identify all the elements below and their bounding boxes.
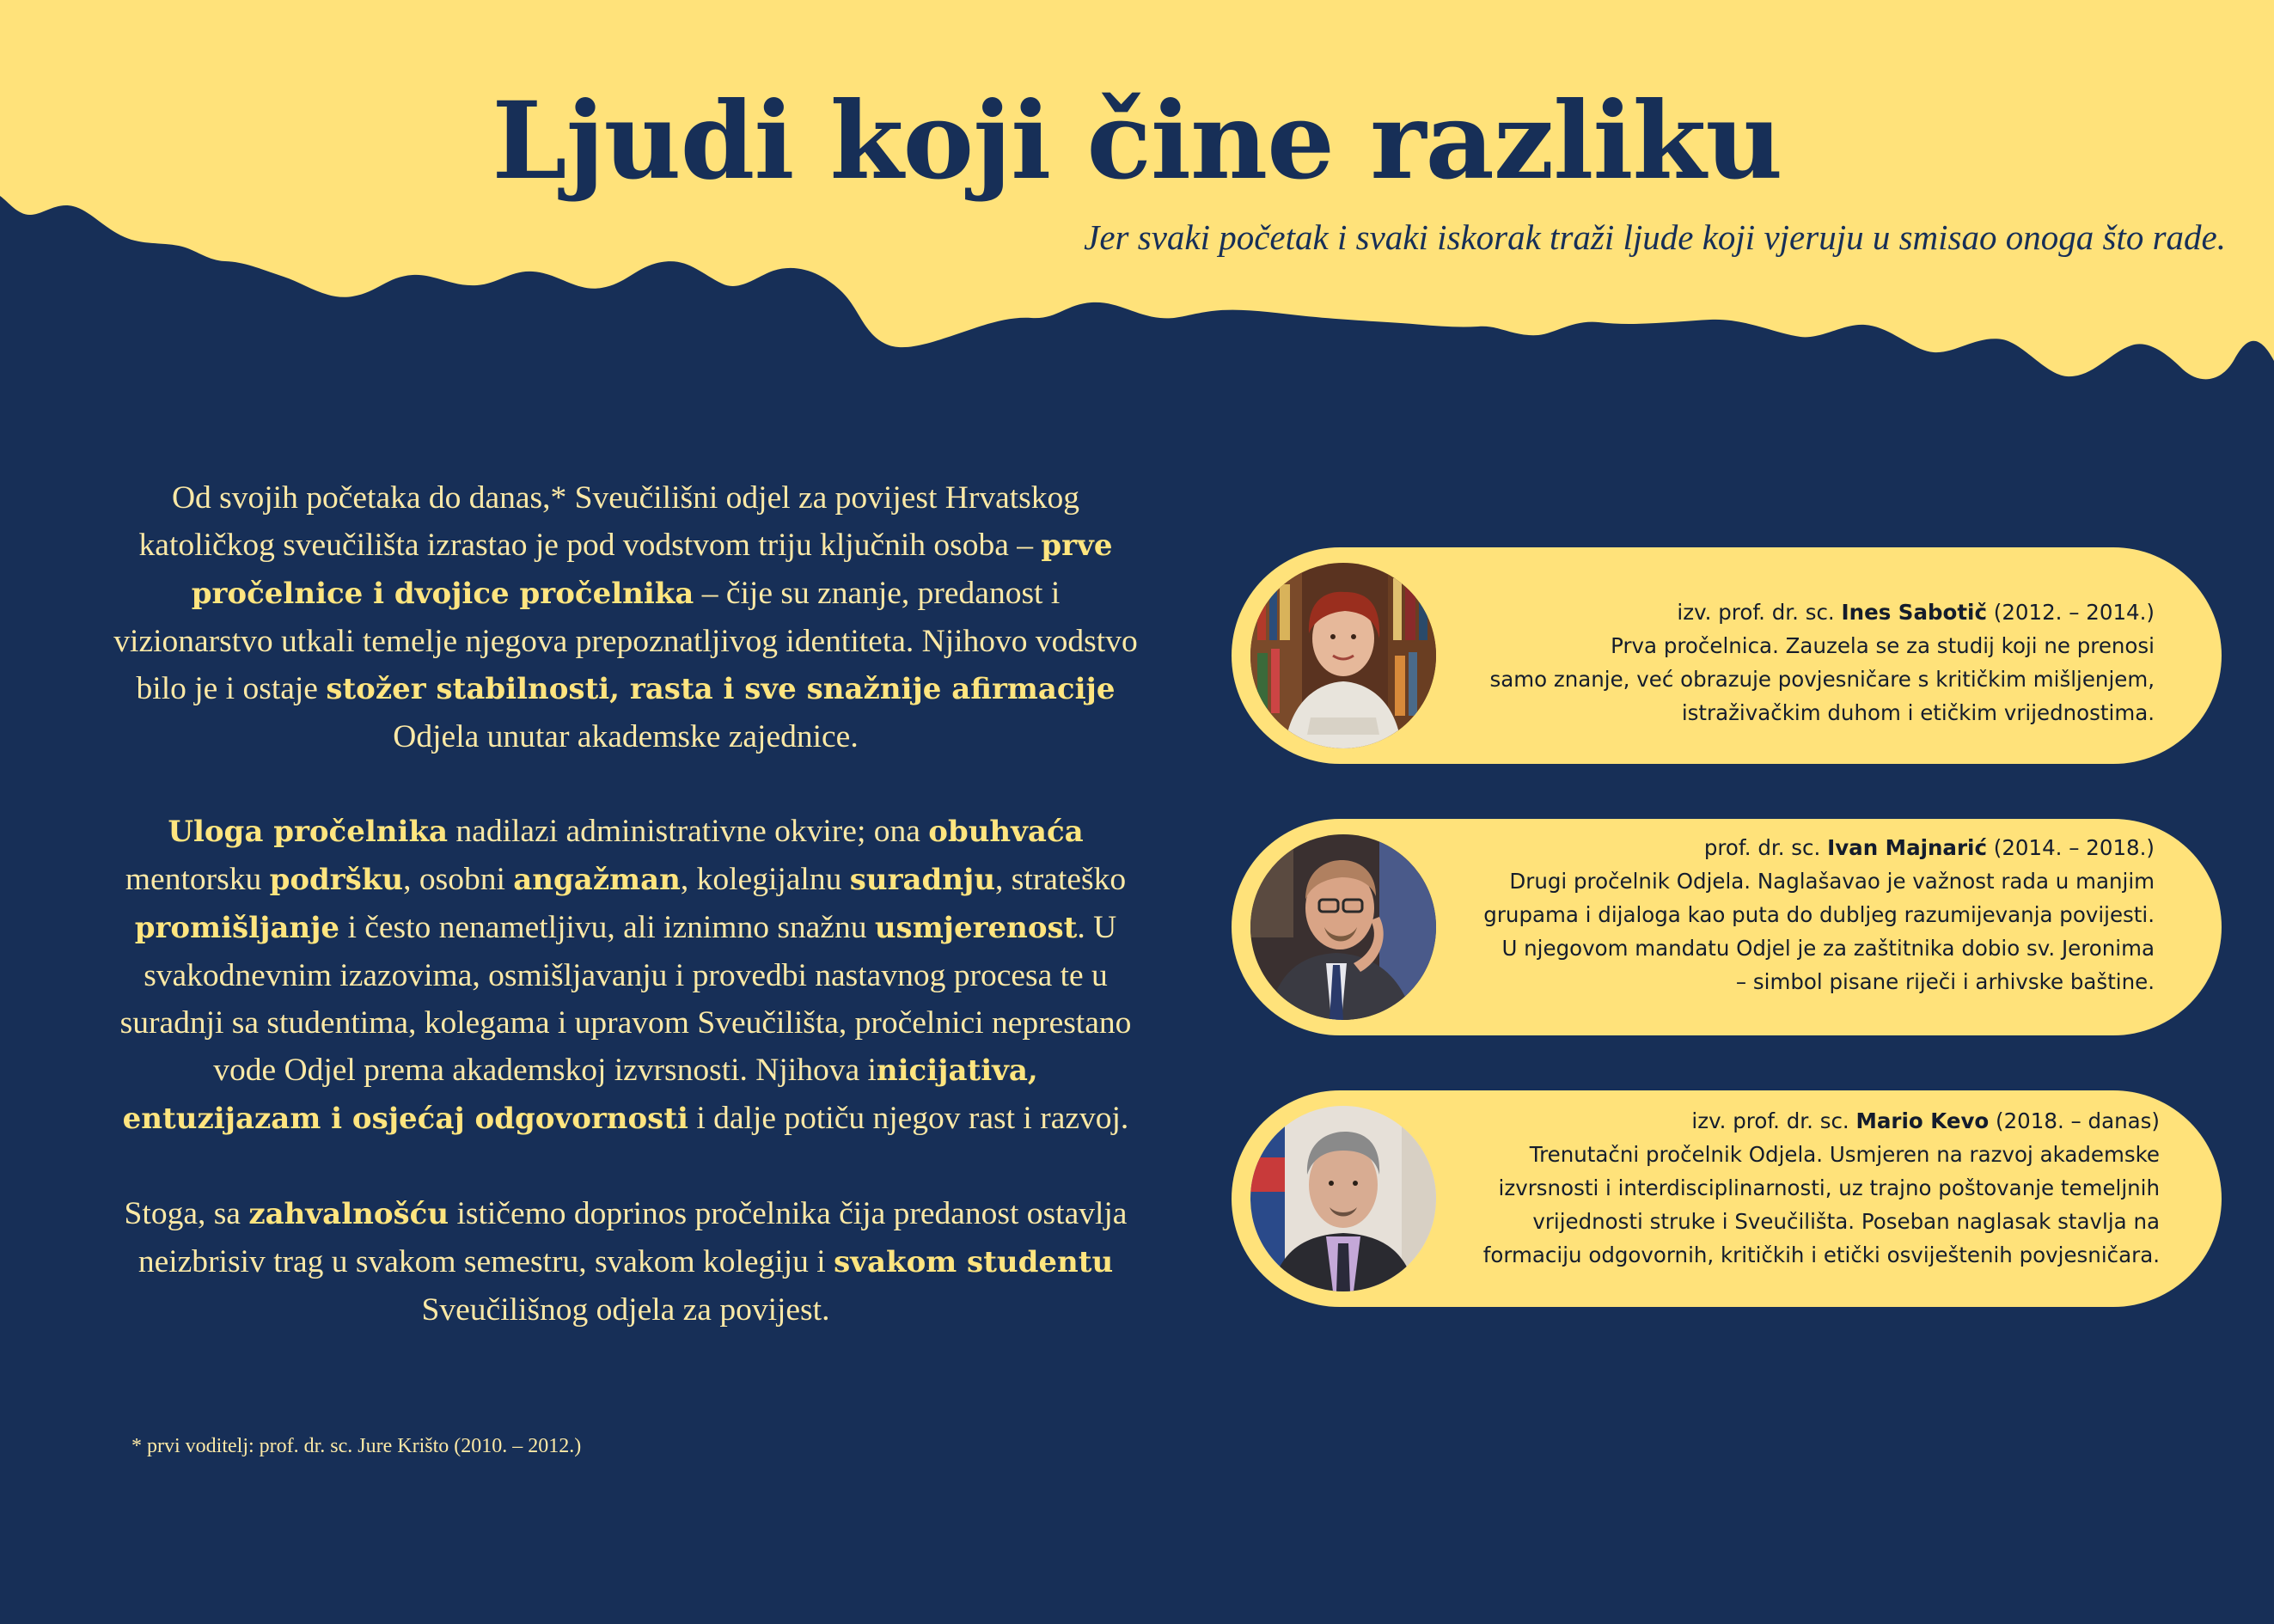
person-info-mario-kevo — [1403, 1104, 2160, 1272]
person-info-ines-sabotic — [1415, 595, 2155, 730]
portrait-ines-sabotic — [1250, 563, 1436, 748]
person-desc-line: istraživačkim duhom i etičkim vrijednostima. — [1681, 700, 2155, 725]
intro-paragraph-2: Uloga pročelnika nadilazi administrativne okvire; ona obuhvaća mentorsku podršku, osobni angažman, kolegijalnu suradnju, strateško promišljanje i često nenametljivu, ali iznimno snažnu usmjerenost. U svakodnevnim izazovima, osmišljavanju i provedbi nastavnog procesa te u suradnji sa studentima, kolegama i upravom Sveučilišta, pročelnici neprestano vode Odjel prema akademskoj izvrsnosti. Njihova inicijativa, entuzijazam i osjećaj odgovornosti i dalje potiču njegov rast i razvoj. — [119, 814, 1132, 1136]
person-desc-line: vrijednosti struke i Sveučilišta. Poseban naglasak stavlja na — [1532, 1209, 2160, 1234]
person-info-ivan-majnaric — [1415, 831, 2155, 998]
person-heading: izv. prof. dr. sc. Ines Sabotič (2012. – 2014.) — [1677, 600, 2155, 625]
person-card-ivan-majnaric — [1232, 819, 2222, 1035]
person-desc-line: izvrsnosti i interdisciplinarnosti, uz trajno poštovanje temeljnih — [1498, 1175, 2160, 1200]
person-desc-line: Prva pročelnica. Zauzela se za studij koji ne prenosi — [1611, 633, 2155, 658]
page-subtitle: Jer svaki početak i svaki iskorak traži ljude koji vjeruju u smisao onoga što rade. — [1084, 217, 2226, 257]
person-heading: prof. dr. sc. Ivan Majnarić (2014. – 2018.) — [1703, 835, 2155, 860]
person-desc-line: Trenutačni pročelnik Odjela. Usmjeren na razvoj akademske — [1529, 1142, 2160, 1167]
intro-paragraph-3: Stoga, sa zahvalnošću ističemo doprinos pročelnika čija predanost ostavlja neizbrisiv trag u svakom semestru, svakom kolegiju i svakom studentu Sveučilišnog odjela za povijest. — [124, 1196, 1128, 1328]
portrait-ivan-majnaric — [1250, 834, 1436, 1020]
person-desc-line: U njegovom mandatu Odjel je za zaštitnika dobio sv. Jeronima — [1501, 936, 2155, 961]
person-desc-line: samo znanje, već obrazuje povjesničare s kritičkim mišljenjem, — [1489, 667, 2155, 692]
page-title: Ljudi koji čine razliku — [492, 79, 1782, 204]
person-heading: izv. prof. dr. sc. Mario Kevo (2018. – danas) — [1691, 1108, 2160, 1133]
person-desc-line: grupama i dijaloga kao puta do dubljeg razumijevanja povijesti. — [1483, 902, 2155, 927]
person-desc-line: Drugi pročelnik Odjela. Naglašavao je važnost rada u manjim — [1509, 869, 2155, 894]
footnote: * prvi voditelj: prof. dr. sc. Jure Krišto (2010. – 2012.) — [131, 1435, 582, 1457]
intro-paragraph-1: Od svojih početaka do danas,* Sveučilišni odjel za povijest Hrvatskog katoličkog sveučilišta izrastao je pod vodstvom triju ključnih osoba – prve pročelnice i dvojice pročelnika – čije su znanje, predanost i vizionarstvo utkali temelje njegova prepoznatljivog identiteta. Njihovo vodstvo bilo je i ostaje stožer stabilnosti, rasta i sve snažnije afirmacije Odjela unutar akademske zajednice. — [113, 480, 1138, 754]
person-desc-line: formaciju odgovornih, kritičkih i etički osviještenih povjesničara. — [1482, 1242, 2160, 1267]
intro-text — [110, 474, 1141, 1381]
person-desc-line: – simbol pisane riječi i arhivske baštine. — [1735, 969, 2155, 994]
person-card-ines-sabotic — [1232, 547, 2222, 764]
person-card-mario-kevo — [1232, 1090, 2222, 1307]
